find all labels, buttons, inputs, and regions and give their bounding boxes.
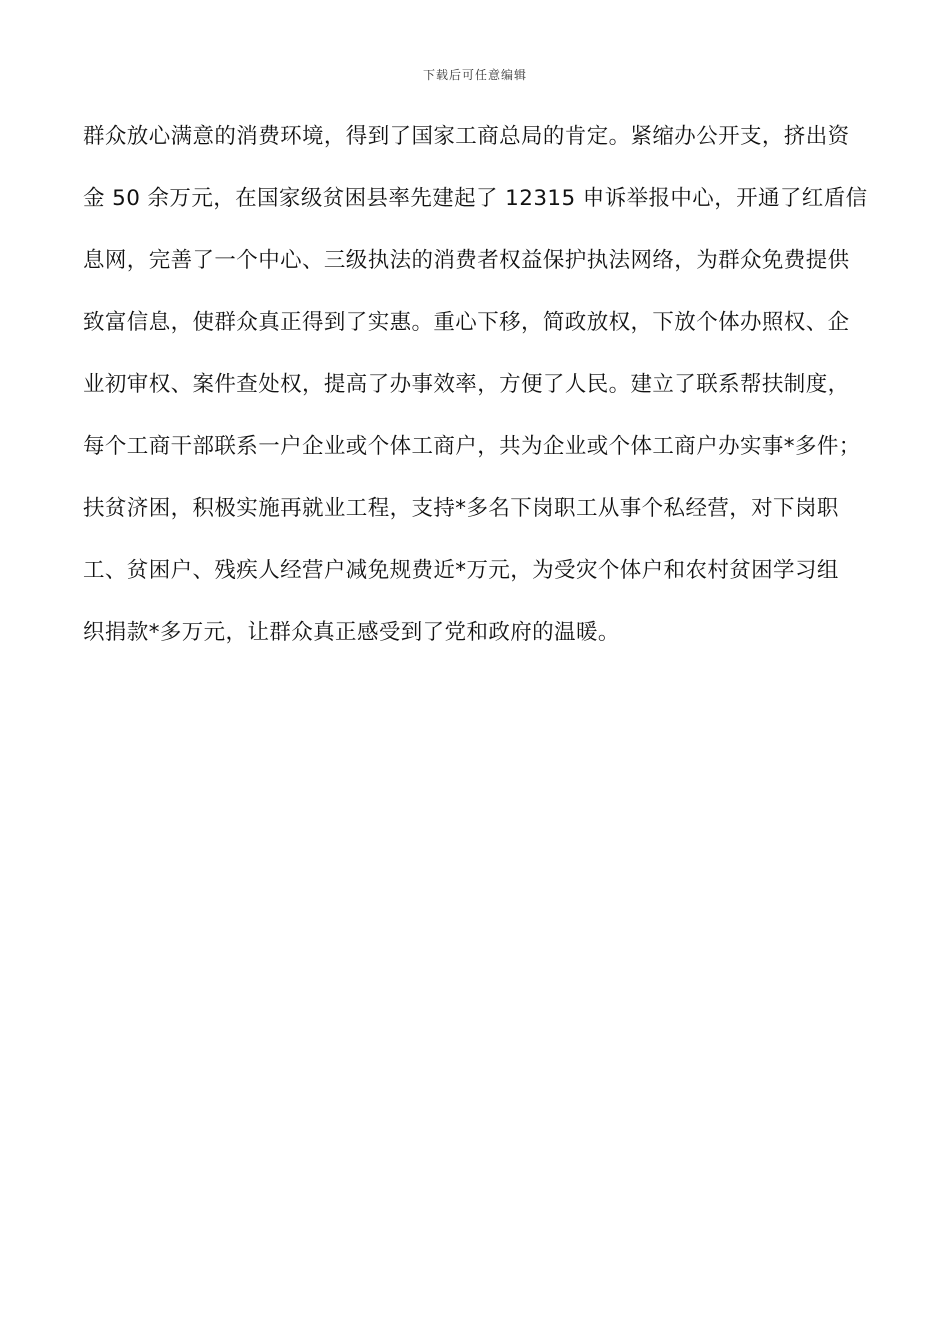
body-line: 群众放心满意的消费环境，得到了国家工商总局的肯定。紧缩办公开支，挤出资 [83,124,850,149]
body-line: 工、贫困户、残疾人经营户减免规费近*万元，为受灾个体户和农村贫困学习组 [83,558,839,583]
body-line: 金 50 余万元，在国家级贫困县率先建起了 12315 申诉举报中心，开通了红盾信 [83,186,868,211]
header-note: 下载后可任意编辑 [422,68,527,82]
body-line: 息网，完善了一个中心、三级执法的消费者权益保护执法网络，为群众免费提供 [83,248,850,273]
body-line: 织捐款*多万元，让群众真正感受到了党和政府的温暖。 [83,620,620,645]
body-line: 致富信息，使群众真正得到了实惠。重心下移，简政放权，下放个体办照权、企 [83,310,850,335]
body-paragraph [83,118,883,676]
body-line: 每个工商干部联系一户企业或个体工商户，共为企业或个体工商户办实事*多件； [83,434,861,459]
body-line: 扶贫济困，积极实施再就业工程，支持*多名下岗职工从事个私经营，对下岗职 [83,496,839,521]
body-line: 业初审权、案件查处权，提高了办事效率，方便了人民。建立了联系帮扶制度， [83,372,850,397]
